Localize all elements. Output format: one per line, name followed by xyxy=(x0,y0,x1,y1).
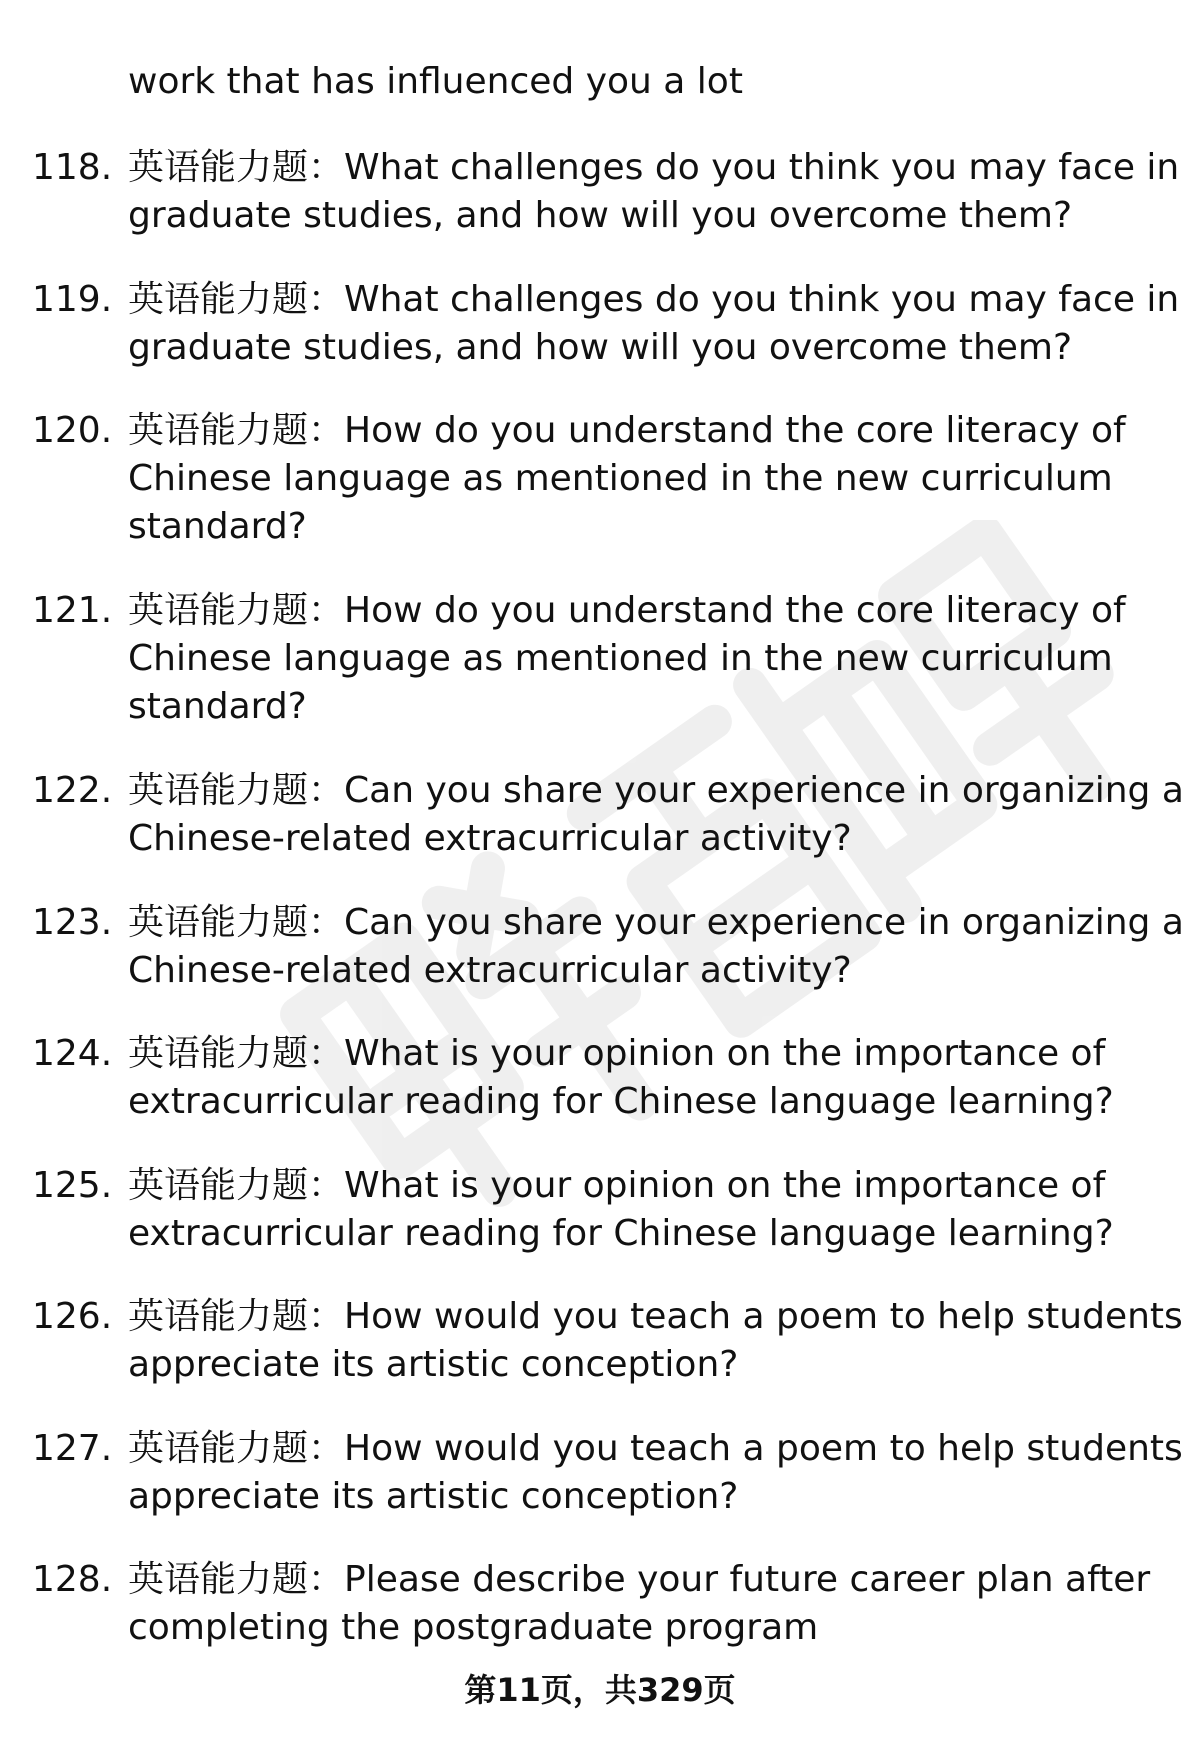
question-line: appreciate its artistic conception? xyxy=(128,1344,739,1385)
question-number: 124. xyxy=(32,1033,113,1074)
question-text xyxy=(128,144,1178,240)
question-line: 英语能力题：Can you share your experience in organizing a xyxy=(128,902,1184,943)
question-line: standard? xyxy=(128,506,307,547)
question-line: standard? xyxy=(128,686,307,727)
page-footer: 第11页，共329页 xyxy=(464,1671,736,1709)
question-line: 英语能力题：Please describe your future career plan after xyxy=(128,1559,1151,1600)
question-line: extracurricular reading for Chinese language learning? xyxy=(128,1213,1114,1254)
question-text xyxy=(128,1425,1183,1521)
question-text xyxy=(128,1556,1178,1652)
question-line: extracurricular reading for Chinese language learning? xyxy=(128,1081,1114,1122)
question-text xyxy=(128,899,1184,995)
question-number: 128. xyxy=(32,1559,113,1600)
question-line: 英语能力题：How do you understand the core literacy of xyxy=(128,590,1126,631)
continuation-text: work that has influenced you a lot xyxy=(128,61,743,102)
question-text xyxy=(128,1030,1178,1126)
question-number: 119. xyxy=(32,279,113,320)
question-number: 118. xyxy=(32,147,113,188)
question-text xyxy=(128,587,1178,731)
question-line: 英语能力题：What is your opinion on the importance of xyxy=(128,1165,1106,1206)
question-line: 英语能力题：What challenges do you think you may face in xyxy=(128,279,1180,320)
question-line: Chinese-related extracurricular activity? xyxy=(128,950,852,991)
question-line: graduate studies, and how will you overcome them? xyxy=(128,195,1073,236)
question-line: 英语能力题：How do you understand the core literacy of xyxy=(128,410,1126,451)
question-number: 125. xyxy=(32,1165,113,1206)
question-line: Chinese-related extracurricular activity? xyxy=(128,818,852,859)
question-number: 123. xyxy=(32,902,113,943)
question-line: 英语能力题：How would you teach a poem to help students xyxy=(128,1296,1183,1337)
question-line: 英语能力题：Can you share your experience in organizing a xyxy=(128,770,1184,811)
question-line: 英语能力题：What challenges do you think you may face in xyxy=(128,147,1180,188)
question-line: graduate studies, and how will you overcome them? xyxy=(128,327,1073,368)
question-text xyxy=(128,1162,1178,1258)
question-line: Chinese language as mentioned in the new curriculum xyxy=(128,458,1113,499)
question-number: 120. xyxy=(32,410,113,451)
question-number: 126. xyxy=(32,1296,113,1337)
question-line: appreciate its artistic conception? xyxy=(128,1476,739,1517)
question-number: 122. xyxy=(32,770,113,811)
question-text xyxy=(128,407,1178,551)
question-line: completing the postgraduate program xyxy=(128,1607,819,1648)
question-text xyxy=(128,767,1184,863)
question-number: 127. xyxy=(32,1428,113,1469)
question-line: 英语能力题：What is your opinion on the importance of xyxy=(128,1033,1106,1074)
question-line: Chinese language as mentioned in the new curriculum xyxy=(128,638,1113,679)
question-text xyxy=(128,1293,1183,1389)
question-number: 121. xyxy=(32,590,113,631)
question-text xyxy=(128,276,1178,372)
question-line: 英语能力题：How would you teach a poem to help students xyxy=(128,1428,1183,1469)
